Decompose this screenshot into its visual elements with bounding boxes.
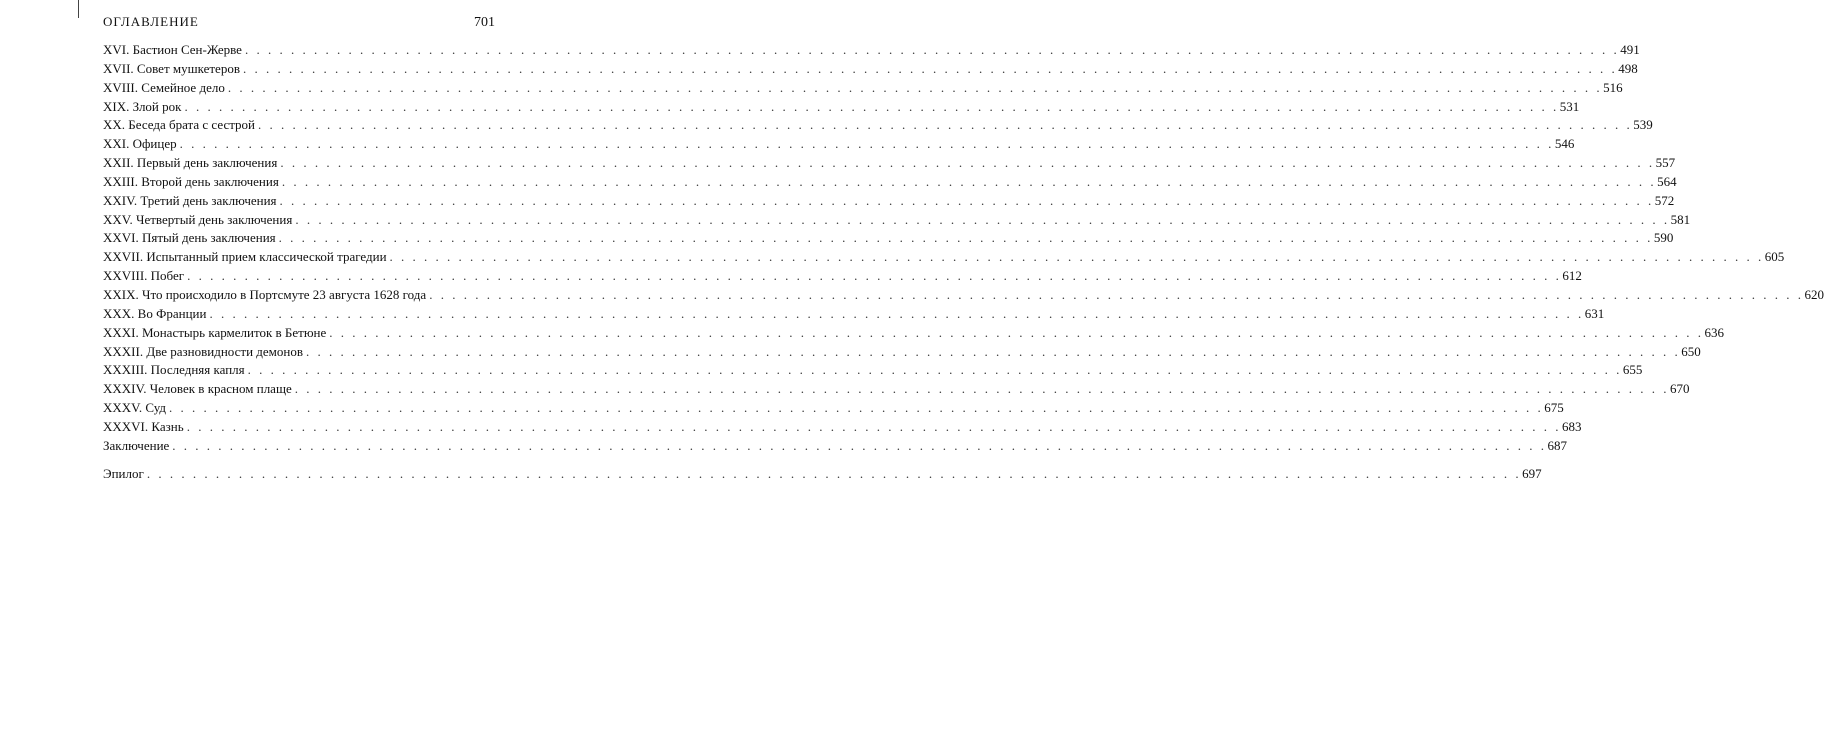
- toc-entry: [103, 154, 1676, 173]
- dot-leader: . . . . . . . . . . . . . . . . . . . . . . . . . . . . . . . . . . . . . . . . . . . . . . . . . . . . . . . . . . . . . . . . . . . . . . . . . . . . . . . . . . . . . . . . . . . . . . . . . . . . . . . . . . . . . . . . . . . . . . . .: [244, 42, 1620, 57]
- dot-leader: . . . . . . . . . . . . . . . . . . . . . . . . . . . . . . . . . . . . . . . . . . . . . . . . . . . . . . . . . . . . . . . . . . . . . . . . . . . . . . . . . . . . . . . . . . . . . . . . . . . . . . . . . . . . . . . . . . . . . . . .: [258, 117, 1633, 133]
- toc-entry-page: 572: [1654, 192, 1675, 208]
- toc-entry: [103, 418, 1582, 437]
- dot-leader: . . . . . . . . . . . . . . . . . . . . . . . . . . . . . . . . . . . . . . . . . . . . . . . . . . . . . . . . . . . . . . . . . . . . . . . . . . . . . . . . . . . . . . . . . . . . . . . . . . . . . . . . . . . . . . . . . . . . . . . .: [227, 79, 1603, 95]
- dot-leader: . . . . . . . . . . . . . . . . . . . . . . . . . . . . . . . . . . . . . . . . . . . . . . . . . . . . . . . . . . . . . . . . . . . . . . . . . . . . . . . . . . . . . . . . . . . . . . . . . . . . . . . . . . . . . . . . . . . . . . . .: [187, 268, 1562, 284]
- toc-entry: [103, 41, 1640, 60]
- dot-leader: . . . . . . . . . . . . . . . . . . . . . . . . . . . . . . . . . . . . . . . . . . . . . . . . . . . . . . . . . . . . . . . . . . . . . . . . . . . . . . . . . . . . . . . . . . . . . . . . . . . . . . . . . . . . . . . . . . . . . . . .: [281, 173, 1657, 189]
- dot-leader: . . . . . . . . . . . . . . . . . . . . . . . . . . . . . . . . . . . . . . . . . . . . . . . . . . . . . . . . . . . . . . . . . . . . . . . . . . . . . . . . . . . . . . . . . . . . . . . . . . . . . . . . . . . . . . . . . . . . . . . .: [306, 343, 1681, 359]
- toc-entry-page: 590: [1653, 230, 1674, 246]
- toc-entry-title: XXXIII. Последняя капля: [103, 362, 245, 378]
- toc-entry-title: XXVI. Пятый день заключения: [103, 230, 276, 246]
- toc-entry-title: XXXII. Две разновидности демонов: [103, 343, 303, 359]
- toc-entry-page: 581: [1670, 211, 1691, 227]
- toc-entry: [103, 79, 1623, 98]
- toc-entry: [103, 248, 1785, 267]
- toc-entry-page: 675: [1544, 400, 1564, 416]
- toc-entry-page: 620: [1804, 286, 1824, 302]
- toc-entry-page: 539: [1633, 117, 1653, 133]
- toc-entry-title: XXV. Четвертый день заключения: [103, 211, 293, 227]
- dot-leader: . . . . . . . . . . . . . . . . . . . . . . . . . . . . . . . . . . . . . . . . . . . . . . . . . . . . . . . . . . . . . . . . . . . . . . . . . . . . . . . . . . . . . . . . . . . . . . . . . . . . . . . . . . . . . . . . . . . . . . . .: [146, 465, 1522, 481]
- toc-entry-title: XXX. Во Франции: [103, 305, 207, 321]
- toc-entry: [103, 192, 1675, 211]
- toc-entry: [103, 305, 1605, 324]
- toc-entry-title: XXII. Первый день заключения: [103, 155, 278, 171]
- toc-entry: [103, 343, 1701, 362]
- dot-leader: . . . . . . . . . . . . . . . . . . . . . . . . . . . . . . . . . . . . . . . . . . . . . . . . . . . . . . . . . . . . . . . . . . . . . . . . . . . . . . . . . . . . . . . . . . . . . . . . . . . . . . . . . . . . . . . . . . . . . . . .: [169, 400, 1544, 416]
- toc-entry-page: 631: [1584, 305, 1605, 321]
- toc-entry-title: XXIII. Второй день заключения: [103, 173, 279, 189]
- dot-leader: . . . . . . . . . . . . . . . . . . . . . . . . . . . . . . . . . . . . . . . . . . . . . . . . . . . . . . . . . . . . . . . . . . . . . . . . . . . . . . . . . . . . . . . . . . . . . . . . . . . . . . . . . . . . . . . . . . . . . . . .: [209, 305, 1584, 321]
- toc-entry-page: 612: [1562, 268, 1582, 284]
- toc-entry-title: XXVII. Испытанный прием классической трагедии: [103, 249, 387, 265]
- toc-entry: [103, 60, 1638, 79]
- dot-leader: . . . . . . . . . . . . . . . . . . . . . . . . . . . . . . . . . . . . . . . . . . . . . . . . . . . . . . . . . . . . . . . . . . . . . . . . . . . . . . . . . . . . . . . . . . . . . . . . . . . . . . . . . . . . . . . . . . . . . . . .: [179, 136, 1554, 152]
- toc-entry-page: 557: [1655, 155, 1676, 171]
- dot-leader: . . . . . . . . . . . . . . . . . . . . . . . . . . . . . . . . . . . . . . . . . . . . . . . . . . . . . . . . . . . . . . . . . . . . . . . . . . . . . . . . . . . . . . . . . . . . . . . . . . . . . . . . . . . . . . . . . . . . . . . .: [278, 230, 1653, 246]
- toc-entry-title: XX. Беседа брата с сестрой: [103, 117, 256, 133]
- toc-entry: [103, 380, 1690, 399]
- toc-entry: [103, 211, 1691, 230]
- toc-entry-page: 683: [1561, 418, 1582, 434]
- dot-leader: . . . . . . . . . . . . . . . . . . . . . . . . . . . . . . . . . . . . . . . . . . . . . . . . . . . . . . . . . . . . . . . . . . . . . . . . . . . . . . . . . . . . . . . . . . . . . . . . . . . . . . . . . . . . . . . . . . . . . . . .: [280, 155, 1655, 171]
- toc-entry-page: 516: [1603, 79, 1623, 95]
- toc-entry-title: Эпилог: [103, 465, 144, 481]
- toc-entry: [103, 173, 1677, 192]
- toc-entry: [103, 324, 1725, 343]
- toc-entry-page: 546: [1554, 136, 1575, 152]
- page-number: 701: [474, 15, 495, 30]
- dot-leader: . . . . . . . . . . . . . . . . . . . . . . . . . . . . . . . . . . . . . . . . . . . . . . . . . . . . . . . . . . . . . . . . . . . . . . . . . . . . . . . . . . . . . . . . . . . . . . . . . . . . . . . . . . . . . . . . . . . . . . . .: [389, 249, 1764, 265]
- toc-entry-title: Заключение: [103, 437, 170, 453]
- page-header: [103, 14, 495, 31]
- toc-entry-title: XXXVI. Казнь: [103, 418, 184, 434]
- toc-entry-page: 687: [1547, 437, 1568, 453]
- toc-entry-page: 697: [1522, 465, 1542, 481]
- toc-entry-page: 605: [1764, 249, 1785, 265]
- toc-entry-title: XIX. Злой рок: [103, 98, 182, 114]
- toc-entry: [103, 286, 1824, 305]
- toc-entry-title: XXXI. Монастырь кармелиток в Бетюне: [103, 324, 327, 340]
- toc-entry-title: XVI. Бастион Сен-Жерве: [103, 42, 242, 57]
- toc-entry: [103, 465, 1542, 484]
- toc-entry: [103, 98, 1580, 117]
- dot-leader: . . . . . . . . . . . . . . . . . . . . . . . . . . . . . . . . . . . . . . . . . . . . . . . . . . . . . . . . . . . . . . . . . . . . . . . . . . . . . . . . . . . . . . . . . . . . . . . . . . . . . . . . . . . . . . . . . . . . . . . .: [294, 381, 1669, 397]
- toc-entry: [103, 361, 1643, 380]
- table-of-contents: [103, 41, 1824, 483]
- toc-entry-page: 531: [1559, 98, 1580, 114]
- page-edge-line: [78, 0, 79, 18]
- dot-leader: . . . . . . . . . . . . . . . . . . . . . . . . . . . . . . . . . . . . . . . . . . . . . . . . . . . . . . . . . . . . . . . . . . . . . . . . . . . . . . . . . . . . . . . . . . . . . . . . . . . . . . . . . . . . . . . . . . . . . . . .: [429, 286, 1804, 302]
- toc-entry-title: XXXIV. Человек в красном плаще: [103, 381, 292, 397]
- toc-entry-title: XVIII. Семейное дело: [103, 79, 225, 95]
- toc-entry-title: XXVIII. Побег: [103, 268, 185, 284]
- dot-leader: . . . . . . . . . . . . . . . . . . . . . . . . . . . . . . . . . . . . . . . . . . . . . . . . . . . . . . . . . . . . . . . . . . . . . . . . . . . . . . . . . . . . . . . . . . . . . . . . . . . . . . . . . . . . . . . . . . . . . . . .: [329, 324, 1704, 340]
- toc-entry-title: XXXV. Суд: [103, 400, 167, 416]
- toc-entry: [103, 437, 1568, 456]
- toc-entry: [103, 267, 1582, 286]
- toc-entry-page: 491: [1620, 42, 1640, 57]
- toc-entry-page: 498: [1618, 60, 1638, 76]
- toc-entry: [103, 116, 1653, 135]
- toc-entry-title: XXI. Офицер: [103, 136, 177, 152]
- toc-entry: [103, 399, 1564, 418]
- toc-entry-page: 564: [1657, 173, 1677, 189]
- toc-entry-page: 650: [1681, 343, 1701, 359]
- toc-entry-title: XVII. Совет мушкетеров: [103, 60, 240, 76]
- dot-leader: . . . . . . . . . . . . . . . . . . . . . . . . . . . . . . . . . . . . . . . . . . . . . . . . . . . . . . . . . . . . . . . . . . . . . . . . . . . . . . . . . . . . . . . . . . . . . . . . . . . . . . . . . . . . . . . . . . . . . . . .: [186, 418, 1561, 434]
- page-title: ОГЛАВЛЕНИЕ: [103, 14, 199, 29]
- dot-leader: . . . . . . . . . . . . . . . . . . . . . . . . . . . . . . . . . . . . . . . . . . . . . . . . . . . . . . . . . . . . . . . . . . . . . . . . . . . . . . . . . . . . . . . . . . . . . . . . . . . . . . . . . . . . . . . . . . . . . . . .: [184, 98, 1559, 114]
- toc-entry-page: 655: [1622, 362, 1643, 378]
- dot-leader: . . . . . . . . . . . . . . . . . . . . . . . . . . . . . . . . . . . . . . . . . . . . . . . . . . . . . . . . . . . . . . . . . . . . . . . . . . . . . . . . . . . . . . . . . . . . . . . . . . . . . . . . . . . . . . . . . . . . . . . .: [242, 60, 1618, 76]
- dot-leader: . . . . . . . . . . . . . . . . . . . . . . . . . . . . . . . . . . . . . . . . . . . . . . . . . . . . . . . . . . . . . . . . . . . . . . . . . . . . . . . . . . . . . . . . . . . . . . . . . . . . . . . . . . . . . . . . . . . . . . . .: [279, 192, 1654, 208]
- toc-entry: [103, 229, 1674, 248]
- dot-leader: . . . . . . . . . . . . . . . . . . . . . . . . . . . . . . . . . . . . . . . . . . . . . . . . . . . . . . . . . . . . . . . . . . . . . . . . . . . . . . . . . . . . . . . . . . . . . . . . . . . . . . . . . . . . . . . . . . . . . . . .: [247, 362, 1622, 378]
- dot-leader: . . . . . . . . . . . . . . . . . . . . . . . . . . . . . . . . . . . . . . . . . . . . . . . . . . . . . . . . . . . . . . . . . . . . . . . . . . . . . . . . . . . . . . . . . . . . . . . . . . . . . . . . . . . . . . . . . . . . . . . .: [172, 437, 1547, 453]
- toc-entry: [103, 135, 1575, 154]
- toc-entry-title: XXIV. Третий день заключения: [103, 192, 277, 208]
- dot-leader: . . . . . . . . . . . . . . . . . . . . . . . . . . . . . . . . . . . . . . . . . . . . . . . . . . . . . . . . . . . . . . . . . . . . . . . . . . . . . . . . . . . . . . . . . . . . . . . . . . . . . . . . . . . . . . . . . . . . . . . .: [295, 211, 1670, 227]
- toc-entry-page: 636: [1704, 324, 1725, 340]
- toc-entry-page: 670: [1670, 381, 1690, 397]
- toc-entry-title: XXIX. Что происходило в Портсмуте 23 августа 1628 года: [103, 286, 427, 302]
